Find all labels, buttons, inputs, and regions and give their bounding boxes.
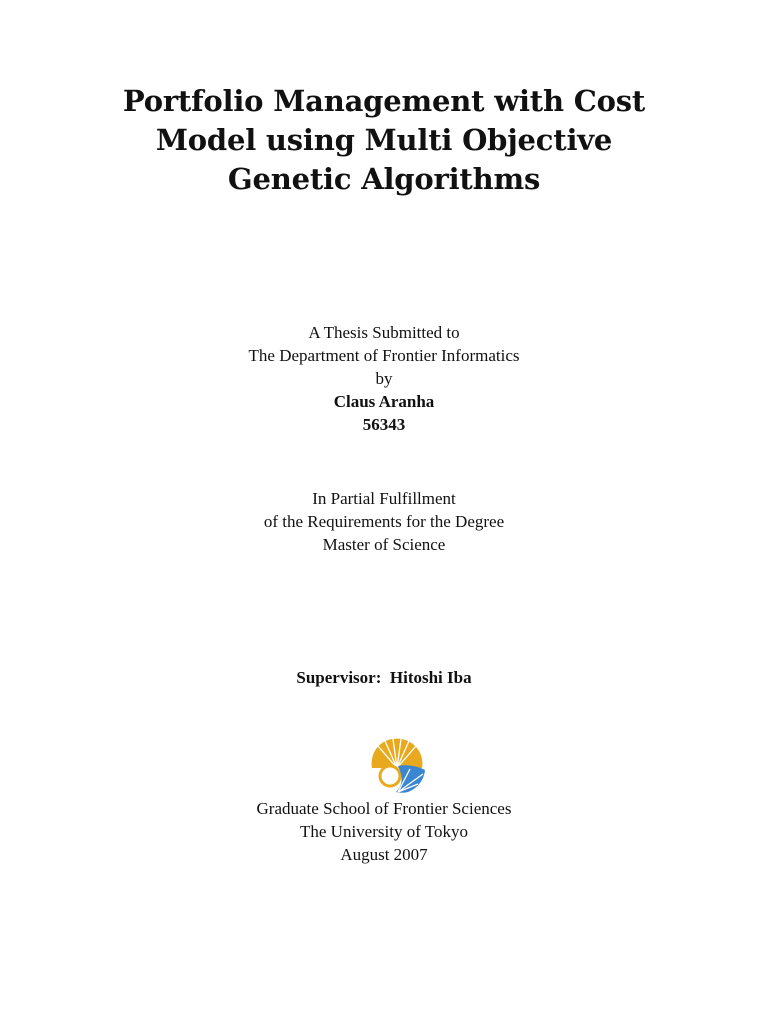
degree-block <box>84 487 684 556</box>
degree-line-2: of the Requirements for the Degree <box>263 512 505 531</box>
university-name: The University of Tokyo <box>300 822 468 841</box>
student-id: 56343 <box>362 415 406 434</box>
thesis-title <box>84 82 684 199</box>
thesis-title-line-2: Model using Multi Objective <box>155 123 613 157</box>
submission-line-1: A Thesis Submitted to <box>308 323 460 342</box>
submission-line-2: The Department of Frontier Informatics <box>248 346 520 365</box>
degree-line-1: In Partial Fulfillment <box>312 489 456 508</box>
submission-date: August 2007 <box>340 845 428 864</box>
submission-line-3: by <box>375 369 393 388</box>
degree-line-3: Master of Science <box>322 535 446 554</box>
submission-block <box>84 321 684 436</box>
supervisor-line: Supervisor: Hitoshi Iba <box>296 668 472 687</box>
logo-white-circle <box>380 766 400 786</box>
supervisor-block <box>84 666 684 689</box>
ginkgo-leaf-logo-icon <box>368 738 426 794</box>
thesis-title-line-1: Portfolio Management with Cost <box>122 84 646 118</box>
school-name: Graduate School of Frontier Sciences <box>256 799 512 818</box>
thesis-title-line-3: Genetic Algorithms <box>227 162 541 196</box>
author-name: Claus Aranha <box>333 392 435 411</box>
institution-block <box>84 797 684 866</box>
